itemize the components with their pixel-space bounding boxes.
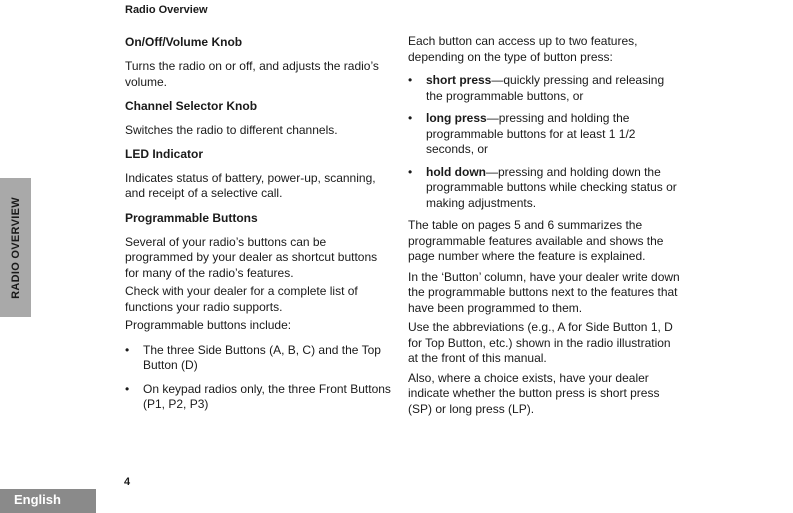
bullet-mark: • (408, 73, 413, 87)
list-item-text: On keypad radios only, the three Front Buttons (P1, P2, P3) (143, 381, 391, 411)
press-term: hold down (426, 164, 486, 179)
bullet-mark: • (408, 164, 413, 179)
list-item (125, 382, 393, 413)
right-column (408, 34, 680, 417)
language-tab: English (0, 489, 96, 513)
list-item (408, 165, 680, 212)
programmable-text-1: Several of your radio’s buttons can be programmed by your dealer as shortcut buttons for many of the radio’s features. (125, 234, 378, 280)
list-item-text: The three Side Buttons (A, B, C) and the Top Button (D) (143, 342, 381, 372)
programmable-heading: Programmable Buttons (125, 210, 258, 225)
programmable-text-3: Programmable buttons include: (125, 318, 292, 332)
press-description: —pressing and holding the programmable buttons for at least 1 1/2 seconds, or (426, 111, 636, 156)
left-column (125, 34, 393, 413)
channel-heading: Channel Selector Knob (125, 99, 258, 113)
page-number: 4 (124, 476, 131, 488)
onoff-text: Turns the radio on or off, and adjusts the radio’s volume. (125, 59, 379, 89)
paragraph: Use the abbreviations (e.g., A for Side Button 1, D for Top Button, etc.) shown in the radio illustration at the front of this manual. (408, 320, 673, 365)
led-text: Indicates status of battery, power-up, scanning, and receipt of a selective call. (125, 170, 376, 200)
press-description: —quickly pressing and releasing the programmable buttons, or (426, 73, 665, 103)
page-header-title: Radio Overview (125, 4, 208, 16)
section-side-tab-label: RADIO OVERVIEW (9, 196, 22, 299)
paragraph: Also, where a choice exists, have your dealer indicate whether the button press is short press (SP) or long press (LP). (408, 370, 660, 416)
programmable-text-2: Check with your dealer for a complete list of functions your radio supports. (125, 284, 358, 314)
bullet-mark: • (408, 111, 413, 125)
list-item (408, 73, 680, 104)
press-description: —pressing and holding down the programmable buttons while checking status or making adjustments. (426, 164, 677, 210)
onoff-heading: On/Off/Volume Knob (125, 35, 243, 49)
led-heading: LED Indicator (125, 146, 204, 161)
list-item (125, 343, 393, 374)
channel-text: Switches the radio to different channels. (125, 123, 338, 137)
press-term: long press (426, 111, 487, 125)
section-side-tab (0, 178, 31, 317)
list-item (408, 111, 680, 158)
paragraph: The table on pages 5 and 6 summarizes the programmable features available and shows the page number where the feature is explained. (408, 218, 664, 263)
intro-text: Each button can access up to two features, depending on the type of button press: (408, 34, 638, 64)
press-term: short press (426, 73, 492, 87)
bullet-mark: • (125, 342, 130, 357)
bullet-mark: • (125, 381, 130, 396)
paragraph: In the ‘Button’ column, have your dealer write down the programmable buttons next to the features that have been programmed to them. (408, 269, 680, 315)
